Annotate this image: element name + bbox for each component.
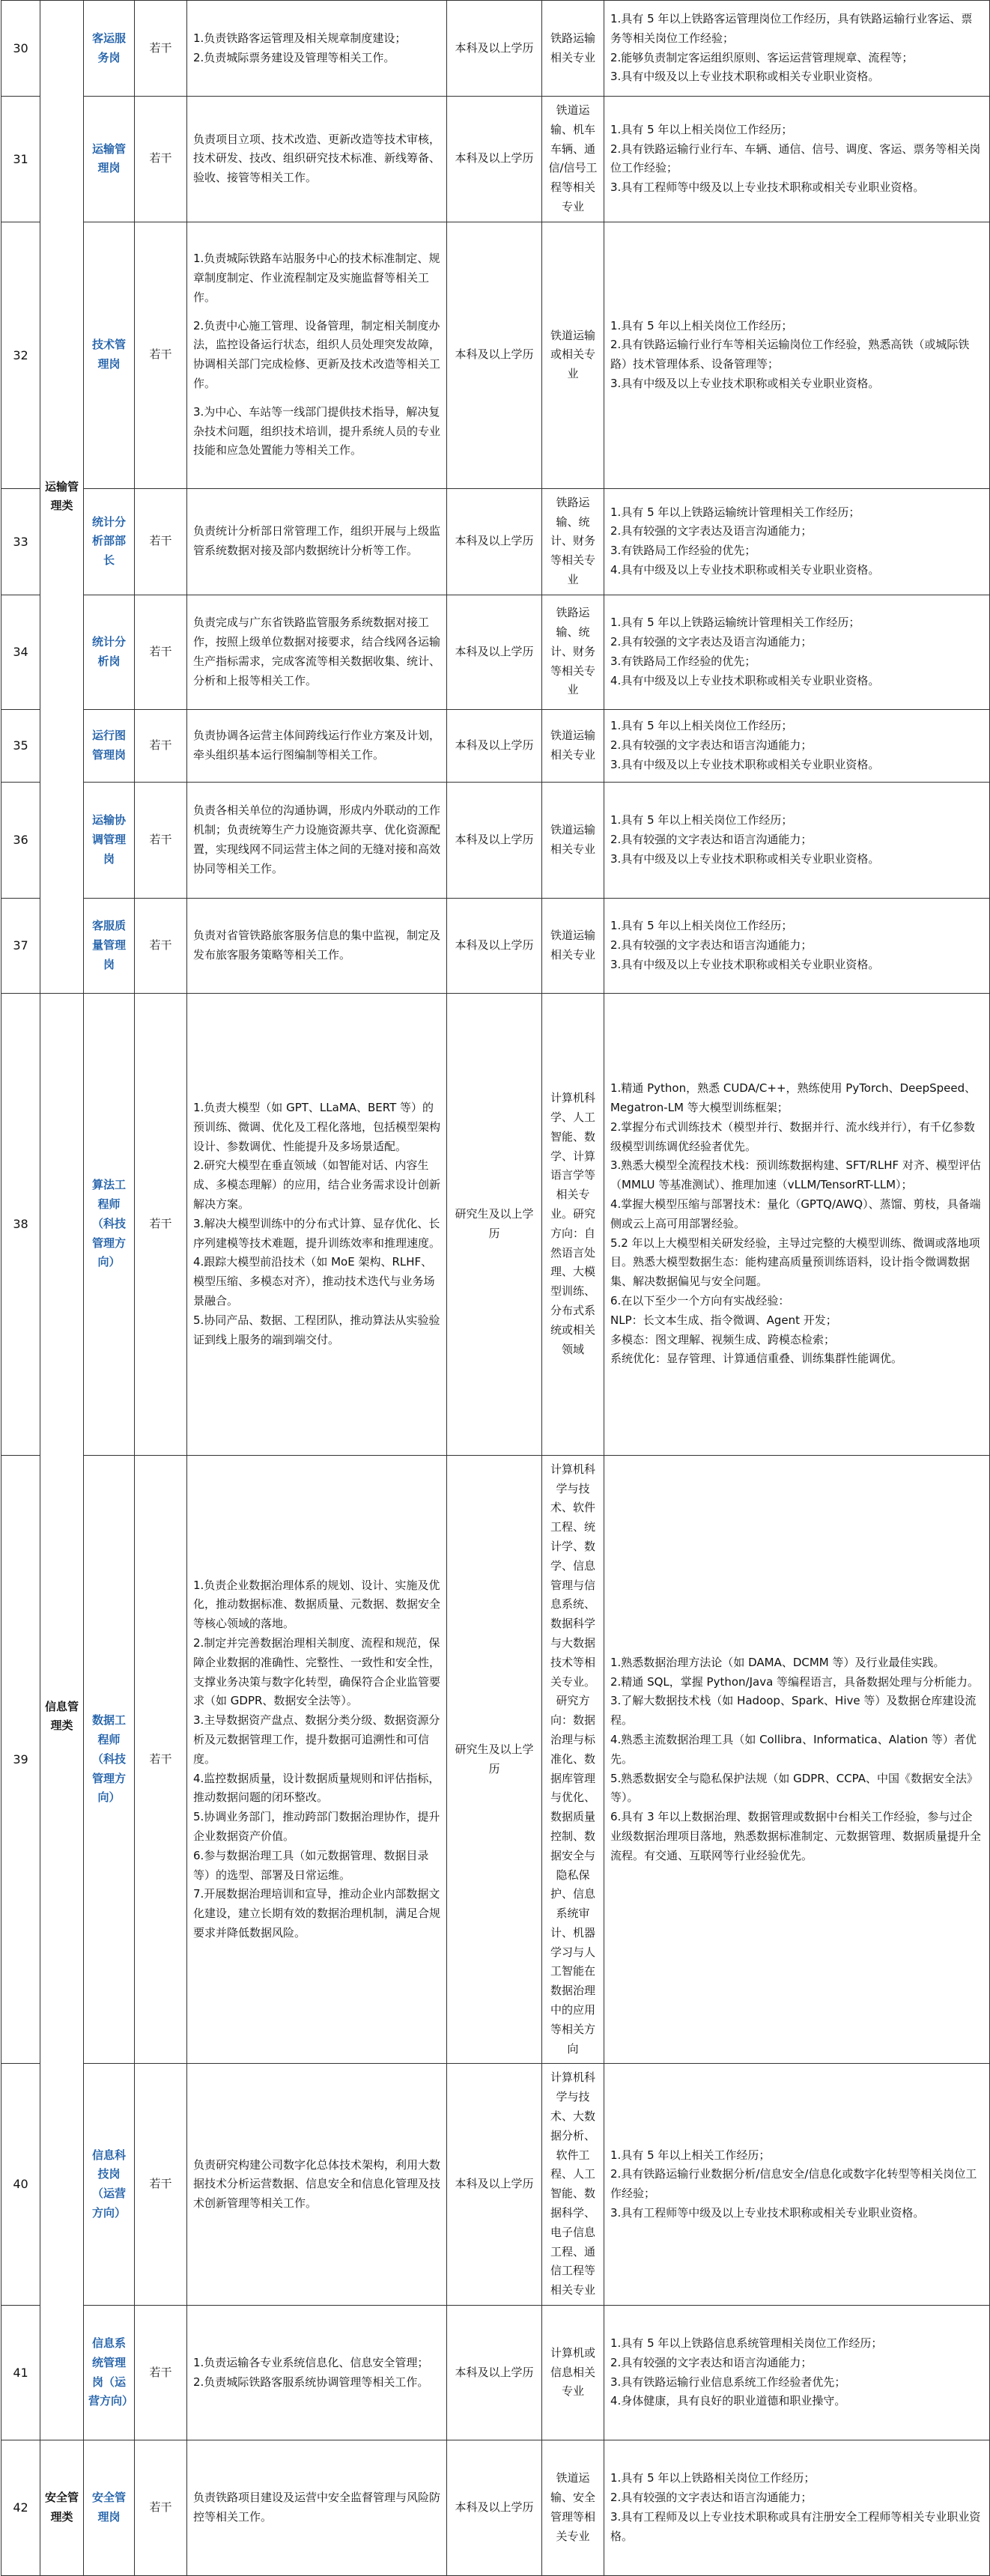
major: 计算机科学、人工智能、数学、计算语言学等相关专业。研究方向：自然语言处理、大模型训练、分布式系统或相关领域 [542, 993, 604, 1455]
requirements-cell [604, 595, 990, 709]
duties-cell [187, 488, 447, 595]
table-row [1, 782, 990, 898]
row-number: 40 [1, 2064, 40, 2306]
row-number: 30 [1, 1, 40, 97]
duty-line: 7.开展数据治理培训和宣导，推动企业内部数据文化建设，建立长期有效的数据治理机制，满足合规要求并降低数据风险。 [193, 1887, 441, 1939]
requirement-line: 3.具有工程师等中级及以上专业技术职称或相关专业职业资格。 [610, 180, 925, 195]
requirement-line: 1.具有 5 年以上铁路信息系统管理相关岗位工作经历； [610, 2336, 883, 2350]
position-name: 算法工程师（科技管理方向） [84, 993, 135, 1455]
duties-cell [187, 709, 447, 782]
requirement-line: 1.具有 5 年以上铁路客运管理岗位工作经历，具有铁路运输行业客运、票务等相关岗位工作经验； [610, 11, 973, 45]
table-row [1, 2306, 990, 2440]
major: 铁路运输、统计、财务等相关专业 [542, 488, 604, 595]
headcount: 若干 [135, 2064, 187, 2306]
requirement-line: 2.具有较强的文字表达及语言沟通能力； [610, 524, 813, 538]
duty-line: 负责各相关单位的沟通协调，形成内外联动的工作机制；负责统筹生产力设施资源共享、优化资源配置，实现线网不同运营主体之间的无缝对接和高效协同等相关工作。 [193, 804, 441, 875]
requirements-cell [604, 1455, 990, 2064]
position-name: 技术管理岗 [84, 222, 135, 488]
education: 本科及以上学历 [447, 898, 542, 993]
education: 本科及以上学历 [447, 488, 542, 595]
row-number: 37 [1, 898, 40, 993]
requirement-line: 4.熟悉主流数据治理工具（如 Collibra、Informatica、Alation 等）者优先。 [610, 1732, 977, 1766]
education: 本科及以上学历 [447, 97, 542, 222]
requirement-line: 多模态：图文理解、视频生成、跨模态检索； [610, 1332, 836, 1346]
duty-line: 3.解决大模型训练中的分布式计算、显存优化、长序列建模等技术难题，提升训练效率和推理速度。 [193, 1216, 441, 1250]
education: 本科及以上学历 [447, 222, 542, 488]
headcount: 若干 [135, 97, 187, 222]
headcount: 若干 [135, 2306, 187, 2440]
table-row [1, 709, 990, 782]
position-name: 统计分析部部长 [84, 488, 135, 595]
position-name: 统计分析岗 [84, 595, 135, 709]
requirements-cell [604, 222, 990, 488]
duties-cell [187, 2306, 447, 2440]
headcount: 若干 [135, 222, 187, 488]
duty-line: 1.负责企业数据治理体系的规划、设计、实施及优化，推动数据标准、数据质量、元数据、数据安全等核心领域的落地。 [193, 1578, 441, 1631]
duty-line: 2.负责城际票务建设及管理等相关工作。 [193, 50, 395, 64]
duties-cell [187, 898, 447, 993]
requirement-line: 2.能够负责制定客运组织原则、客运运营管理规章、流程等； [610, 50, 914, 64]
row-number: 31 [1, 97, 40, 222]
requirement-line: 3.有铁路局工作经验的优先； [610, 654, 756, 668]
requirements-cell [604, 993, 990, 1455]
duty-line: 负责协调各运营主体间跨线运行作业方案及计划，牵头组织基本运行图编制等相关工作。 [193, 728, 441, 762]
education: 研究生及以上学历 [447, 1455, 542, 2064]
position-name: 运行图管理岗 [84, 709, 135, 782]
requirement-line: 2.具有铁路运输行业行车、车辆、通信、信号、调度、客运、票务等相关岗位工作经验； [610, 142, 981, 175]
row-number: 38 [1, 993, 40, 1455]
duty-line: 1.负责大模型（如 GPT、LLaMA、BERT 等）的预训练、微调、优化及工程化落地，包括模型架构设计、参数调优、性能提升及多场景适配。 [193, 1101, 441, 1153]
position-name: 客运服务岗 [84, 1, 135, 97]
requirement-line: 1.具有 5 年以上相关岗位工作经历； [610, 719, 793, 733]
row-number: 35 [1, 709, 40, 782]
requirement-line: 3.具有中级及以上专业技术职称或相关专业职业资格。 [610, 957, 880, 971]
requirement-line: 5.熟悉数据安全与隐私保护法规（如 GDPR、CCPA、中国《数据安全法》等）。 [610, 1771, 979, 1805]
requirements-cell [604, 1, 990, 97]
duty-line: 2.负责城际铁路客服系统协调管理等相关工作。 [193, 2375, 429, 2389]
duty-line: 6.参与数据治理工具（如元数据管理、数据目录等）的选型、部署及日常运维。 [193, 1848, 429, 1882]
headcount: 若干 [135, 2440, 187, 2576]
requirement-line: 3.有铁路局工作经验的优先； [610, 544, 756, 558]
duty-line: 负责研究构建公司数字化总体技术架构，利用大数据技术分析运营数据、信息安全和信息化管理及技术创新管理等相关工作。 [193, 2157, 441, 2211]
education: 本科及以上学历 [447, 2306, 542, 2440]
requirement-line: 2.具有铁路运输行业数据分析/信息安全/信息化或数字化转型等相关岗位工作经验； [610, 2167, 977, 2201]
headcount: 若干 [135, 488, 187, 595]
headcount: 若干 [135, 709, 187, 782]
recruitment-table [1, 0, 990, 2576]
requirements-cell [604, 488, 990, 595]
education: 研究生及以上学历 [447, 993, 542, 1455]
row-number: 39 [1, 1455, 40, 2064]
position-name: 数据工程师（科技管理方向） [84, 1455, 135, 2064]
major: 铁道运输相关专业 [542, 782, 604, 898]
position-name: 运输管理岗 [84, 97, 135, 222]
duty-line: 1.负责铁路客运管理及相关规章制度建设； [193, 31, 407, 45]
requirement-line: 3.具有工程师等中级及以上专业技术职称或相关专业职业资格。 [610, 2206, 925, 2220]
requirement-line: 系统优化：显存管理、计算通信重叠、训练集群性能调优。 [610, 1352, 903, 1366]
requirement-line: 6.在以下至少一个方向有实战经验： [610, 1294, 790, 1308]
position-name: 运输协调管理岗 [84, 782, 135, 898]
requirement-line: 3.具有工程师及以上专业技术职称或具有注册安全工程师等相关专业职业资格。 [610, 2510, 981, 2543]
duty-line: 2.制定并完善数据治理相关制度、流程和规范，保障企业数据的准确性、完整性、一致性和安全性，支撑业务决策与数字化转型，确保符合企业监管要求（如 GDPR、数据安全法等）。 [193, 1635, 441, 1708]
requirement-line: 1.熟悉数据治理方法论（如 DAMA、DCMM 等）及行业最佳实践。 [610, 1655, 945, 1669]
duty-line: 4.跟踪大模型前沿技术（如 MoE 架构、RLHF、模型压缩、多模态对齐），推动技术迭代与业务场景融合。 [193, 1255, 435, 1308]
duty-line: 5.协同产品、数据、工程团队，推动算法从实验验证到线上服务的端到端交付。 [193, 1313, 440, 1346]
major: 铁路运输相关专业 [542, 1, 604, 97]
duty-line: 负责项目立项、技术改造、更新改造等技术审核，技术研发、技改、组织研究技术标准、新线筹备、验收、接管等相关工作。 [193, 132, 441, 185]
position-name: 信息科技岗（运营方向） [84, 2064, 135, 2306]
headcount: 若干 [135, 1, 187, 97]
requirement-line: 3.了解大数据技术栈（如 Hadoop、Spark、Hive 等）及数据仓库建设流程。 [610, 1694, 977, 1728]
requirement-line: 5.2 年以上大模型相关研发经验，主导过完整的大模型训练、微调或落地项目。熟悉大模型数据生态：能构建高质量预训练语料，设计指令微调数据集、解决数据偏见与安全问题。 [610, 1236, 980, 1289]
duty-line: 负责铁路项目建设及运营中安全监督管理与风险防控等相关工作。 [193, 2491, 441, 2524]
table-row [1, 488, 990, 595]
requirement-line: 3.具有中级及以上专业技术职称或相关专业职业资格。 [610, 757, 880, 771]
requirement-line: 4.具有中级及以上专业技术职称或相关专业职业资格。 [610, 673, 880, 687]
category-cell: 信息管理类 [40, 993, 84, 2440]
table-row [1, 2064, 990, 2306]
requirements-cell [604, 898, 990, 993]
duty-line: 2.研究大模型在垂直领域（如智能对话、内容生成、多模态理解）的应用，结合业务需求设计创新解决方案。 [193, 1158, 441, 1212]
duties-cell [187, 2064, 447, 2306]
duties-cell [187, 993, 447, 1455]
requirements-cell [604, 2306, 990, 2440]
requirements-cell [604, 97, 990, 222]
category-cell: 安全管理类 [40, 2440, 84, 2576]
spacer [193, 308, 440, 317]
requirement-line: 4.具有中级及以上专业技术职称或相关专业职业资格。 [610, 563, 880, 577]
duties-cell [187, 2440, 447, 2576]
table-row [1, 595, 990, 709]
duties-cell [187, 97, 447, 222]
duties-cell [187, 782, 447, 898]
requirement-line: 2.具有较强的文字表达和语言沟通能力； [610, 938, 813, 952]
requirement-line: 1.具有 5 年以上铁路相关岗位工作经历； [610, 2471, 816, 2485]
headcount: 若干 [135, 1455, 187, 2064]
headcount: 若干 [135, 898, 187, 993]
table-row [1, 97, 990, 222]
requirement-line: 2.掌握分布式训练技术（模型并行、数据并行、流水线并行），有千亿参数级模型训练调优经验者优先。 [610, 1120, 975, 1153]
requirement-line: 3.具有中级及以上专业技术职称或相关专业职业资格。 [610, 851, 880, 866]
duties-cell [187, 222, 447, 488]
table-row [1, 1455, 990, 2064]
requirement-line: NLP：长文本生成、指令微调、Agent 开发； [610, 1313, 837, 1327]
requirement-line: 2.具有较强的文字表达和语言沟通能力； [610, 832, 813, 846]
duty-line: 1.负责运输各专业系统信息化、信息安全管理； [193, 2355, 429, 2369]
category-cell: 运输管理类 [40, 1, 84, 994]
row-number: 36 [1, 782, 40, 898]
requirement-line: 1.具有 5 年以上相关岗位工作经历； [610, 919, 793, 933]
requirement-line: 4.掌握大模型压缩与部署技术：量化（GPTQ/AWQ）、蒸馏、剪枝，具备端侧或云上高可用部署经验。 [610, 1197, 981, 1230]
position-name: 客服质量管理岗 [84, 898, 135, 993]
major: 计算机科学与技术、大数据分析、软件工程、人工智能、数据科学、电子信息工程、通信工程等相关专业 [542, 2064, 604, 2306]
requirement-line: 1.具有 5 年以上相关岗位工作经历； [610, 813, 793, 827]
duties-cell [187, 1, 447, 97]
table-row [1, 2440, 990, 2576]
duty-line: 负责统计分析部日常管理工作，组织开展与上级监管系统数据对接及部内数据统计分析等工作。 [193, 524, 441, 558]
row-number: 41 [1, 2306, 40, 2440]
position-name: 信息系统管理岗（运营方向） [84, 2306, 135, 2440]
table-row [1, 993, 990, 1455]
education: 本科及以上学历 [447, 1, 542, 97]
requirements-cell [604, 2064, 990, 2306]
position-name: 安全管理岗 [84, 2440, 135, 2576]
headcount: 若干 [135, 993, 187, 1455]
education: 本科及以上学历 [447, 782, 542, 898]
requirement-line: 6.具有 3 年以上数据治理、数据管理或数据中台相关工作经验，参与过企业级数据治理项目落地，熟悉数据标准制定、元数据管理、数据质量提升全流程。有交通、互联网等行业经验优先。 [610, 1810, 982, 1862]
major: 铁道运输、机车车辆、通信/信号工程等相关专业 [542, 97, 604, 222]
requirement-line: 2.具有较强的文字表达和语言沟通能力； [610, 738, 813, 752]
major: 铁路运输、统计、财务等相关专业 [542, 595, 604, 709]
requirement-line: 1.具有 5 年以上铁路运输统计管理相关工作经历； [610, 505, 860, 519]
requirement-line: 3.具有铁路运输行业信息系统工作经验者优先； [610, 2375, 846, 2389]
headcount: 若干 [135, 782, 187, 898]
requirements-cell [604, 2440, 990, 2576]
duty-line: 2.负责中心施工管理、设备管理，制定相关制度办法，监控设备运行状态，组织人员处理突发故障，协调相关部门完成检修、更新及技术改造等相关工作。 [193, 318, 441, 391]
education: 本科及以上学历 [447, 2440, 542, 2576]
duty-line: 5.协调业务部门，推动跨部门数据治理协作，提升企业数据资产价值。 [193, 1810, 440, 1843]
requirements-cell [604, 782, 990, 898]
requirement-line: 1.具有 5 年以上相关岗位工作经历； [610, 318, 793, 332]
major: 计算机科学与技术、软件工程、统计学、数学、信息管理与信息系统、数据科学与大数据技术等相关专业。研究方向：数据治理与标准化、数据库管理与优化、数据质量控制、数据安全与隐私保护、信息系统审计、机器学习与人工智能在数据治理中的应用等相关方向 [542, 1455, 604, 2064]
duty-line: 负责对省管铁路旅客服务信息的集中监视，制定及发布旅客服务策略等相关工作。 [193, 928, 441, 962]
row-number: 42 [1, 2440, 40, 2576]
requirement-line: 2.具有铁路运输行业行车等相关运输岗位工作经验，熟悉高铁（或城际铁路）技术管理体系、设备管理等； [610, 338, 970, 371]
requirement-line: 4.身体健康，具有良好的职业道德和职业操守。 [610, 2394, 846, 2408]
duties-cell [187, 595, 447, 709]
education: 本科及以上学历 [447, 595, 542, 709]
headcount: 若干 [135, 595, 187, 709]
education: 本科及以上学历 [447, 2064, 542, 2306]
duty-line: 3.为中心、车站等一线部门提供技术指导，解决复杂技术问题，组织技术培训，提升系统人员的专业技能和应急处置能力等相关工作。 [193, 404, 441, 458]
table-row [1, 898, 990, 993]
duty-line: 4.监控数据质量，设计数据质量规则和评估指标，推动数据问题的闭环整改。 [193, 1771, 440, 1805]
duty-line: 3.主导数据资产盘点、数据分类分级、数据资源分析及元数据管理工作，提升数据可追溯性和可信度。 [193, 1713, 440, 1766]
row-number: 32 [1, 222, 40, 488]
requirement-line: 3.具有中级及以上专业技术职称或相关专业职业资格。 [610, 70, 880, 84]
requirement-line: 2.精通 SQL，掌握 Python/Java 等编程语言，具备数据处理与分析能力。 [610, 1674, 980, 1689]
requirement-line: 1.精通 Python，熟悉 CUDA/C++，熟练使用 PyTorch、DeepSpeed、Megatron-LM 等大模型训练框架； [610, 1081, 977, 1115]
row-number: 34 [1, 595, 40, 709]
table-row [1, 222, 990, 488]
duty-line: 负责完成与广东省铁路监管服务系统数据对接工作，按照上级单位数据对接要求，结合线网各运输生产指标需求，完成客流等相关数据收集、统计、分析和上报等相关工作。 [193, 616, 441, 687]
requirement-line: 2.具有较强的文字表达和语言沟通能力； [610, 2355, 813, 2369]
row-number: 33 [1, 488, 40, 595]
requirement-line: 1.具有 5 年以上相关工作经历； [610, 2148, 771, 2162]
major: 铁道运输相关专业 [542, 898, 604, 993]
major: 计算机或信息相关专业 [542, 2306, 604, 2440]
requirement-line: 2.具有较强的文字表达和语言沟通能力； [610, 2491, 813, 2505]
major: 铁道运输、安全管理等相关专业 [542, 2440, 604, 2576]
requirement-line: 2.具有较强的文字表达及语言沟通能力； [610, 634, 813, 648]
education: 本科及以上学历 [447, 709, 542, 782]
duties-cell [187, 1455, 447, 2064]
requirement-line: 1.具有 5 年以上相关岗位工作经历； [610, 122, 793, 136]
requirement-line: 3.具有中级及以上专业技术职称或相关专业职业资格。 [610, 377, 880, 391]
major: 铁道运输或相关专业 [542, 222, 604, 488]
requirement-line: 1.具有 5 年以上铁路运输统计管理相关工作经历； [610, 616, 860, 630]
requirements-cell [604, 709, 990, 782]
duty-line: 1.负责城际铁路车站服务中心的技术标准制定、规章制度制定、作业流程制定及实施监督等相关工作。 [193, 252, 440, 304]
major: 铁道运输相关专业 [542, 709, 604, 782]
spacer [193, 394, 440, 403]
table-row [1, 1, 990, 97]
requirement-line: 3.熟悉大模型全流程技术栈：预训练数据构建、SFT/RLHF 对齐、模型评估（MMLU 等基准测试）、推理加速（vLLM/TensorRT-LLM）； [610, 1158, 981, 1192]
